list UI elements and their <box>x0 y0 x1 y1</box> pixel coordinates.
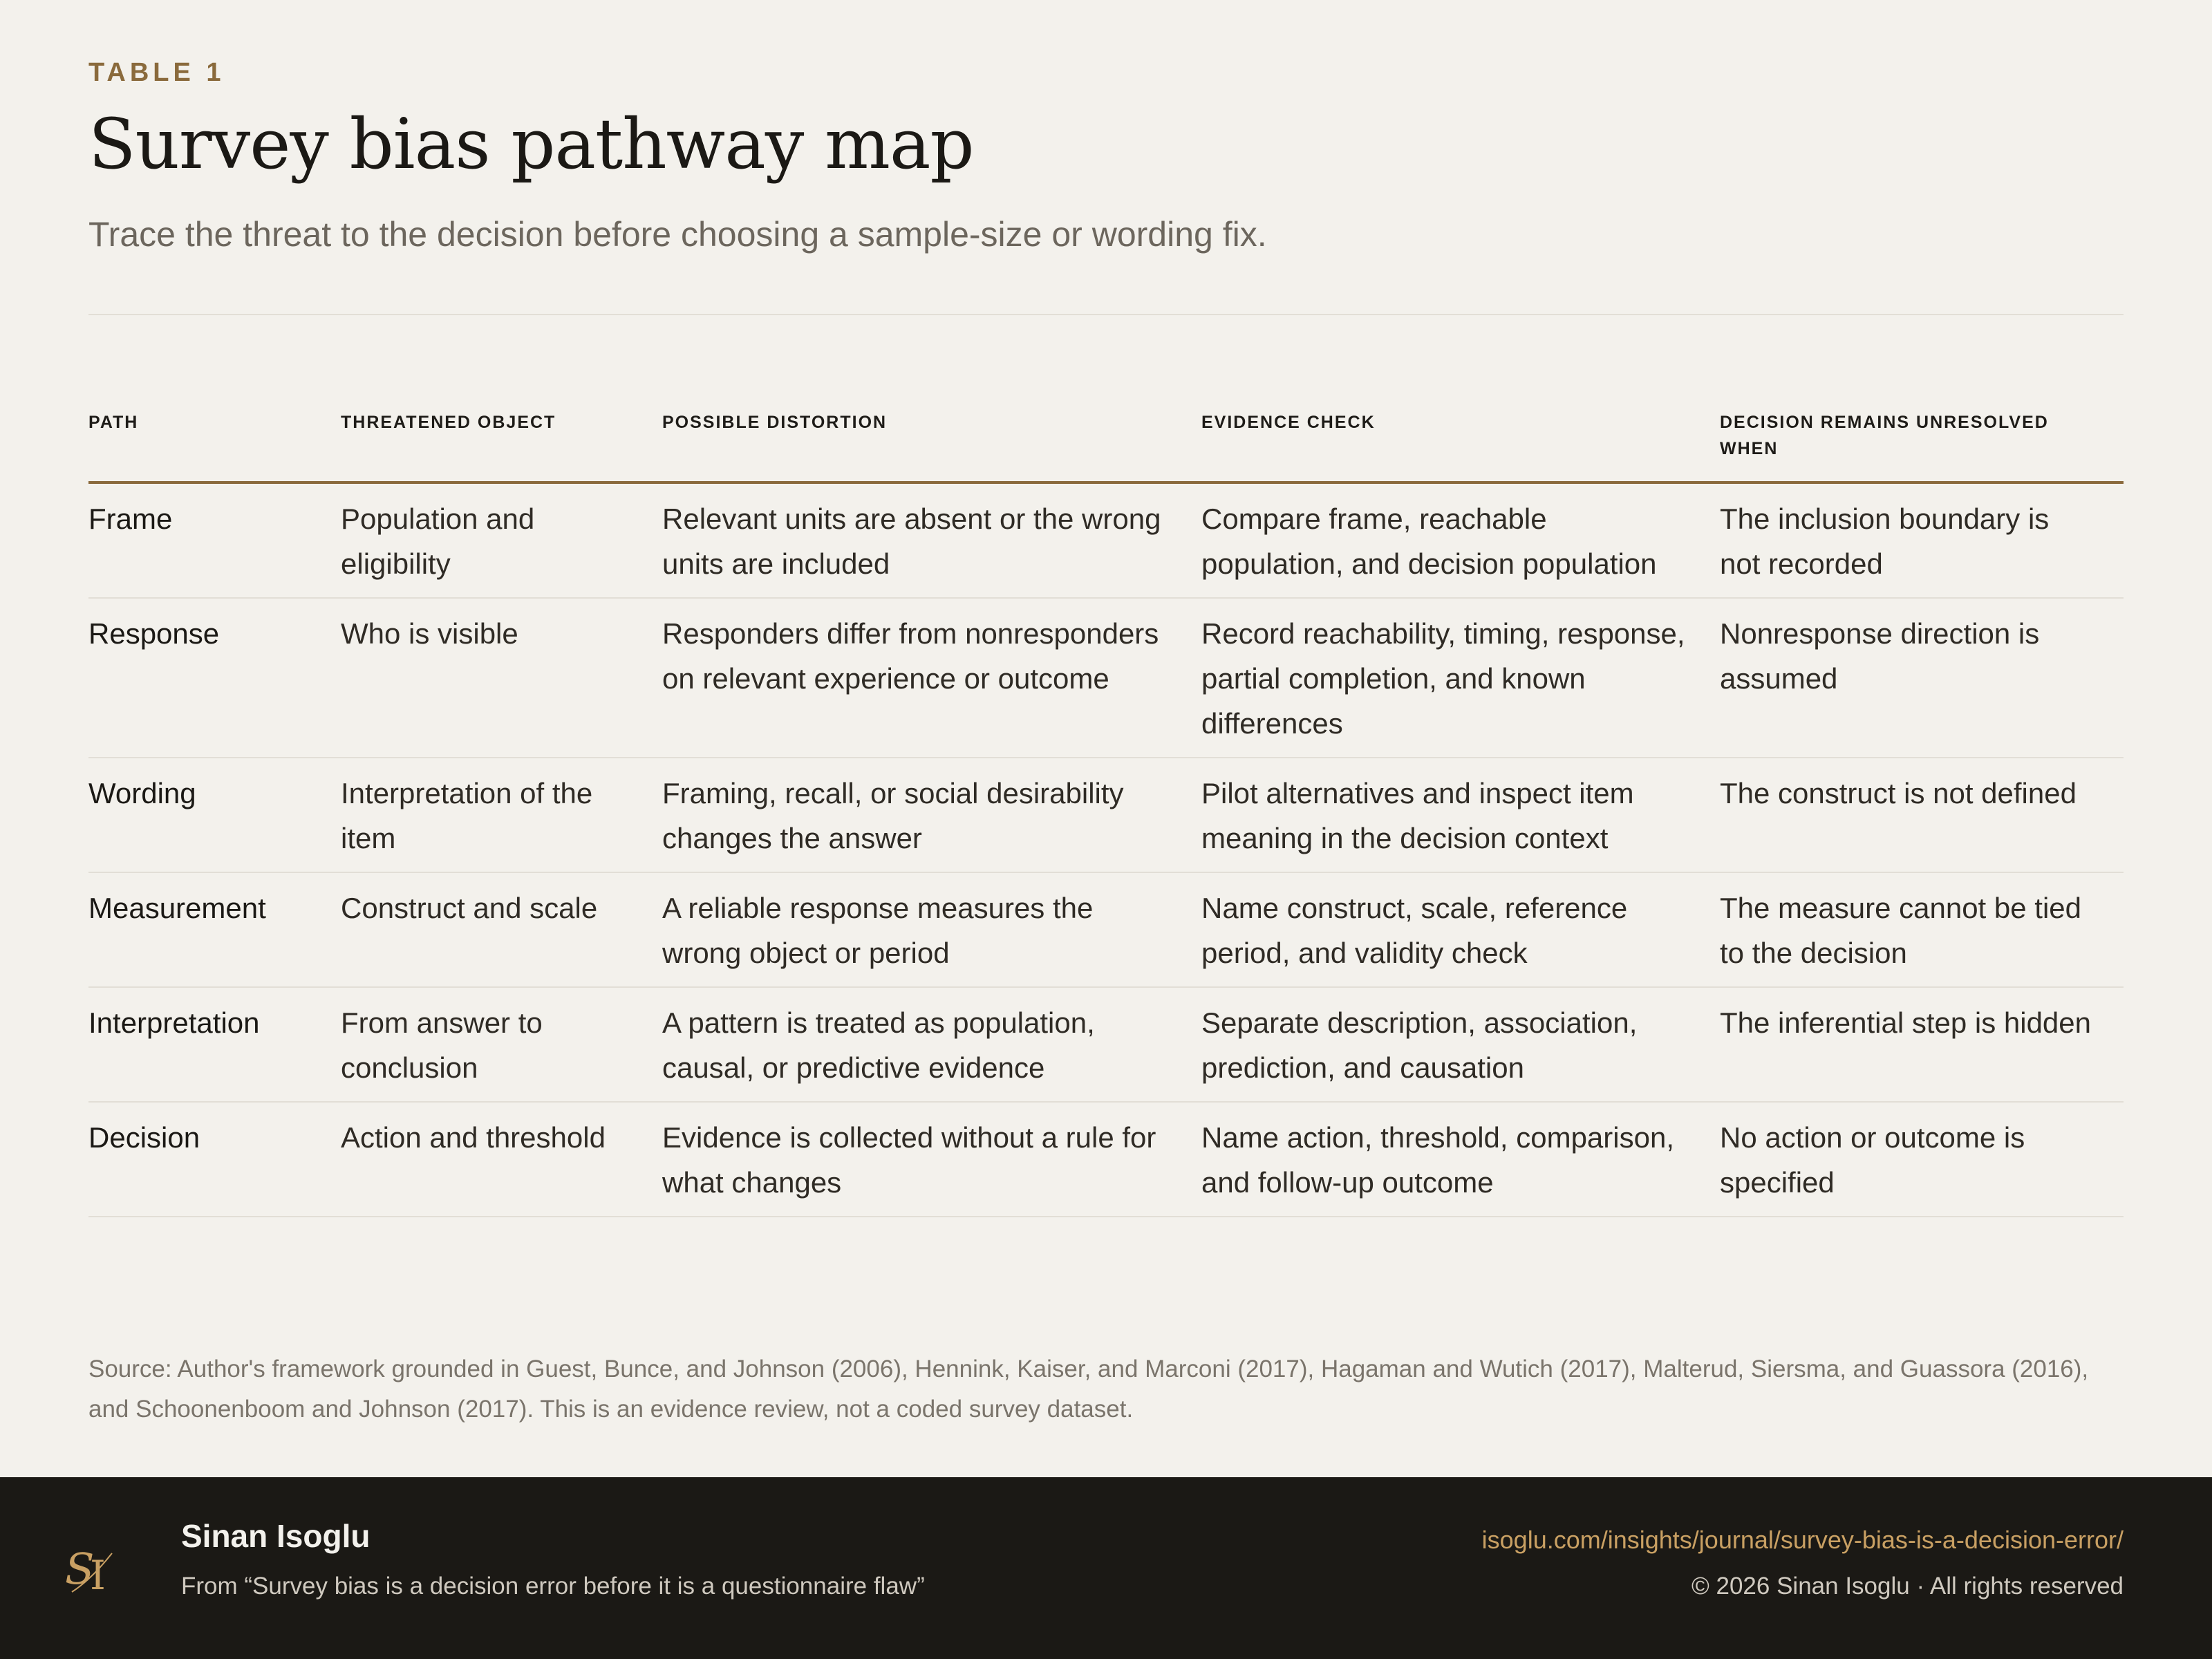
cell-threatened-object: Construct and scale <box>341 872 662 987</box>
article-link[interactable]: isoglu.com/insights/journal/survey-bias-is-a-decision-error/ <box>1481 1526 2124 1554</box>
cell-path: Measurement <box>88 872 341 987</box>
cell-decision-unresolved: The inclusion boundary is not recorded <box>1720 482 2124 598</box>
cell-threatened-object: Action and threshold <box>341 1102 662 1217</box>
cell-evidence-check: Name construct, scale, reference period, and validity check <box>1201 872 1720 987</box>
cell-decision-unresolved: Nonresponse direction is assumed <box>1720 598 2124 758</box>
cell-threatened-object: Interpretation of the item <box>341 758 662 872</box>
cell-possible-distortion: Responders differ from nonresponders on relevant experience or outcome <box>662 598 1201 758</box>
table-row <box>88 1102 2124 1217</box>
column-header-possible-distortion: POSSIBLE DISTORTION <box>662 387 1201 482</box>
cell-path: Decision <box>88 1102 341 1217</box>
cell-decision-unresolved: The construct is not defined <box>1720 758 2124 872</box>
cell-possible-distortion: Evidence is collected without a rule for what changes <box>662 1102 1201 1217</box>
table-row <box>88 758 2124 872</box>
table-row <box>88 872 2124 987</box>
column-header-decision-unresolved: DECISION REMAINS UNRESOLVED WHEN <box>1720 387 2124 482</box>
monogram-si-icon <box>64 1538 119 1600</box>
cell-decision-unresolved: The measure cannot be tied to the decision <box>1720 872 2124 987</box>
page-title: Survey bias pathway map <box>88 104 974 185</box>
table-row <box>88 987 2124 1102</box>
bias-pathway-table <box>88 387 2124 1217</box>
cell-evidence-check: Compare frame, reachable population, and decision population <box>1201 482 1720 598</box>
cell-path: Wording <box>88 758 341 872</box>
cell-path: Response <box>88 598 341 758</box>
cell-threatened-object: Who is visible <box>341 598 662 758</box>
table-label: TABLE 1 <box>88 58 225 87</box>
divider <box>88 314 2124 315</box>
cell-threatened-object: From answer to conclusion <box>341 987 662 1102</box>
svg-text:S: S <box>65 1544 95 1594</box>
source-note: Source: Author's framework grounded in Guest, Bunce, and Johnson (2006), Hennink, Kaiser, and Marconi (2017), Hagaman and Wutich (2017), Malterud, Siersma, and Guassora (2016), and Schoonenboom and Johnson (2017). This is an evidence review, not a coded survey dataset. <box>88 1356 2089 1423</box>
cell-threatened-object: Population and eligibility <box>341 482 662 598</box>
cell-evidence-check: Record reachability, timing, response, partial completion, and known differences <box>1201 598 1720 758</box>
cell-path: Frame <box>88 482 341 598</box>
cell-decision-unresolved: The inferential step is hidden <box>1720 987 2124 1102</box>
cell-possible-distortion: Relevant units are absent or the wrong units are included <box>662 482 1201 598</box>
table-row <box>88 598 2124 758</box>
article-reference: From “Survey bias is a decision error before it is a questionnaire flaw” <box>181 1573 925 1600</box>
cell-possible-distortion: A reliable response measures the wrong object or period <box>662 872 1201 987</box>
table-row <box>88 482 2124 598</box>
page-subtitle: Trace the threat to the decision before choosing a sample-size or wording fix. <box>88 215 1267 254</box>
cell-possible-distortion: A pattern is treated as population, causal, or predictive evidence <box>662 987 1201 1102</box>
svg-text:I: I <box>90 1552 106 1599</box>
author-name: Sinan Isoglu <box>181 1518 371 1554</box>
column-header-threatened-object: THREATENED OBJECT <box>341 387 662 482</box>
cell-decision-unresolved: No action or outcome is specified <box>1720 1102 2124 1217</box>
footer <box>0 1477 2212 1659</box>
cell-path: Interpretation <box>88 987 341 1102</box>
cell-evidence-check: Separate description, association, prediction, and causation <box>1201 987 1720 1102</box>
table-header-row <box>88 387 2124 482</box>
column-header-evidence-check: EVIDENCE CHECK <box>1201 387 1720 482</box>
cell-evidence-check: Name action, threshold, comparison, and follow-up outcome <box>1201 1102 1720 1217</box>
column-header-path: PATH <box>88 387 341 482</box>
cell-evidence-check: Pilot alternatives and inspect item meaning in the decision context <box>1201 758 1720 872</box>
cell-possible-distortion: Framing, recall, or social desirability changes the answer <box>662 758 1201 872</box>
copyright: © 2026 Sinan Isoglu · All rights reserved <box>1691 1573 2124 1600</box>
